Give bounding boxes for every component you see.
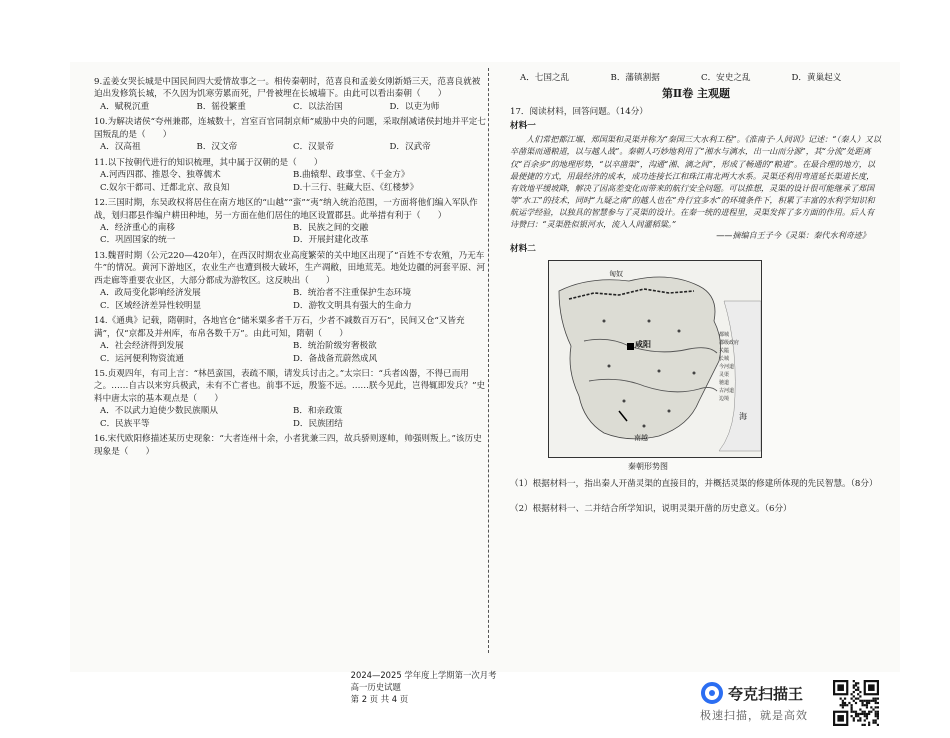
map-label-sea: 海 bbox=[739, 411, 747, 421]
legend-item: 驰道 bbox=[719, 379, 730, 386]
footer-subject: 高一历史试题 bbox=[350, 682, 401, 692]
q16-options bbox=[510, 72, 882, 84]
q17-heading: 17．阅读材料，回答问题。（14分） bbox=[510, 107, 648, 118]
question-options bbox=[94, 405, 486, 430]
question-options bbox=[94, 169, 486, 194]
option-c[interactable]: C．区域经济差异性较明显 bbox=[100, 300, 202, 311]
option-c[interactable]: C．汉景帝 bbox=[293, 142, 334, 153]
option-a[interactable]: A．不以武力迫使少数民族顺从 bbox=[100, 406, 218, 417]
question-options bbox=[94, 222, 486, 247]
option-d[interactable]: D．民族团结 bbox=[293, 418, 343, 429]
question-14 bbox=[94, 315, 486, 365]
question-text: 14.《通典》记载，隋朝时，各地官仓“储米粟多者千万石，少者不减数百万石”，民间又仓“又皆充满”，仅“京都及并州库，布帛各数千万”。由此可知，隋朝（ ） bbox=[94, 316, 465, 339]
map-caption: 秦朝形势图 bbox=[628, 461, 668, 471]
option-c[interactable]: C．以法治国 bbox=[293, 101, 343, 112]
question-text: 11.以下按朝代进行的知识梳理，其中属于汉朝的是（ ） bbox=[94, 157, 323, 168]
option-b[interactable]: B．统治阶级穷奢极欲 bbox=[293, 341, 377, 352]
map-label-xianyang: 咸阳 bbox=[635, 338, 651, 349]
scanner-logo-icon bbox=[700, 681, 724, 705]
question-options bbox=[94, 287, 486, 312]
option-c[interactable]: C．巩固国家的统一 bbox=[100, 235, 176, 246]
option-d[interactable]: D．汉武帝 bbox=[389, 142, 431, 153]
legend-item: 长城 bbox=[719, 355, 730, 362]
legend-item: 灵渠 bbox=[719, 371, 730, 378]
option-b[interactable]: B．和亲政策 bbox=[293, 406, 343, 417]
option-a[interactable]: A．赋税沉重 bbox=[100, 101, 150, 112]
map-legend bbox=[719, 331, 739, 403]
option-a[interactable]: A．政局变化影响经济发展 bbox=[100, 288, 201, 299]
question-options bbox=[94, 141, 486, 153]
question-10 bbox=[94, 116, 486, 153]
material1-source: ——摘编自王子今《灵渠：秦代水利奇迹》 bbox=[716, 230, 870, 241]
legend-item: 古河道 bbox=[719, 387, 735, 394]
option-d[interactable]: D．以吏为师 bbox=[389, 101, 440, 112]
option-a[interactable]: A．经济重心的南移 bbox=[100, 222, 175, 233]
q16-option-a[interactable]: A．七国之乱 bbox=[520, 73, 570, 83]
question-11 bbox=[94, 157, 486, 194]
section-title: 第Ⅱ卷 主观题 bbox=[661, 87, 731, 101]
question-options bbox=[94, 340, 486, 365]
material1-text: 人们常把都江堰、郑国渠和灵渠并称为“秦国三大水利工程”。《淮南子·人间训》记述：“（秦人）又以卒凿渠而通粮道，以与越人战”。秦朝人巧妙地利用了“湘水与漓水，出一山而分源”，其“分流”处距离仅“百余步”的地理形势，“以卒凿渠”，沟通“湘、漓之间”，形成了畅通的“粮道”。在最合理的地方，以最便捷的方式，用最经济的成本，成功连接长江和珠江南北两大水系。灵渠还利用弯道延长渠道长度，有效地平缓坡降，解决了因高差变化而带来的航行安全问题。可以推想，灵渠的设计很可能继承了郑国等“水工”的技术，同时“九疑之南”的越人也在“舟行宜多水”的环境条件下，积累了丰富的水利学知识和航运学经验，以独具的智慧参与了灵渠的设计。在秦一统的进程里，灵渠发挥了多方面的作用。后人有诗赞曰：“灵渠胜似银河水，流入人间灌稻粱。” bbox=[510, 134, 881, 230]
option-c[interactable]: C.奴尔干都司、迁都北京、敌良知 bbox=[100, 182, 230, 193]
scanner-watermark bbox=[700, 681, 830, 725]
qin-map bbox=[548, 260, 762, 458]
option-c[interactable]: C．运河便利物资流通 bbox=[100, 353, 184, 364]
map-label-south: 南越 bbox=[634, 433, 648, 442]
column-divider bbox=[488, 68, 489, 653]
question-text: 10.为解决诸侯“夸州兼郡，连城数十，宫室百官同制京师”威胁中央的问题，采取削减诸侯封地并平定七国叛乱的是（ ） bbox=[94, 117, 486, 140]
option-d[interactable]: D.十三行、驻藏大臣、《红楼梦》 bbox=[293, 182, 419, 193]
q16-option-b[interactable]: B．藩镇割据 bbox=[610, 73, 660, 83]
legend-item: 都城 bbox=[719, 331, 730, 338]
question-text: 15.贞观四年，有司上言：“林邑蛮国，表疏不顺，请发兵讨击之。”太宗曰：“兵者凶器，不得已而用之。……自古以来穷兵极武，未有不亡者也。前事不远，殷鉴不远。……朕今见此，岂得辄即发兵？”史料中唐太宗的基本观点是（ ） bbox=[94, 368, 486, 404]
legend-item: 关隘 bbox=[719, 347, 730, 354]
footer-exam: 2024—2025 学年度上学期第一次月考 bbox=[350, 670, 497, 680]
qr-code-icon[interactable] bbox=[833, 680, 879, 726]
question-13 bbox=[94, 250, 486, 312]
option-d[interactable]: D．开展封建化改革 bbox=[293, 235, 369, 246]
option-d[interactable]: D．游牧文明具有强大的生命力 bbox=[293, 300, 412, 311]
question-12 bbox=[94, 197, 486, 247]
footer-page: 第 2 页 共 4 页 bbox=[350, 694, 409, 704]
capital-marker bbox=[627, 343, 634, 350]
option-b[interactable]: B．民族之间的交融 bbox=[293, 222, 369, 233]
question-options bbox=[94, 101, 486, 113]
q16-option-d[interactable]: D．黄巢起义 bbox=[791, 73, 842, 83]
question-9 bbox=[94, 76, 486, 113]
option-b[interactable]: B．徭役繁重 bbox=[196, 101, 246, 112]
right-column bbox=[510, 72, 882, 515]
option-b[interactable]: B．统治者不注重保护生态环境 bbox=[293, 288, 412, 299]
question-text: 9.孟姜女哭长城是中国民间四大爱情故事之一。相传秦朝时，范喜良和孟姜女刚新婚三天，范喜良就被迫出发修筑长城，不久因为饥寒劳累而死，尸骨被埋在长城墙下。由此可以看出秦朝（ ） bbox=[94, 77, 481, 100]
option-a[interactable]: A．社会经济得到发展 bbox=[100, 341, 184, 352]
question-text: 13.魏晋时期（公元220—420年），在西汉时期农业高度繁荣的关中地区出现了“百姓不专农殖，乃无车牛”的情况。黄河下游地区，农业生产也遭到极大破坏，生产凋敝，田地荒芜。地处边疆的河套平原、河西走廊等重要农业区，大部分都成为游牧区。这反映出（ ） bbox=[94, 250, 486, 286]
question-16 bbox=[94, 433, 486, 458]
scanner-slogan: 极速扫描，就是高效 bbox=[700, 709, 808, 722]
option-d[interactable]: D．备战备荒蔚然成风 bbox=[293, 353, 378, 364]
option-a[interactable]: A.河西四郡、推恩令、独尊儒术 bbox=[100, 170, 221, 181]
legend-item: 边境 bbox=[719, 395, 730, 402]
option-c[interactable]: C．民族平等 bbox=[100, 418, 150, 429]
territory-shape bbox=[559, 277, 721, 439]
material2-label: 材料二 bbox=[510, 244, 536, 255]
question-text: 16.宋代欧阳修描述某历史现象：“大者连州十余，小者犹兼三四，故兵骄则逐帅，帅强则叛上。”该历史现象是（ ） bbox=[94, 434, 482, 457]
q16-option-c[interactable]: C．安史之乱 bbox=[701, 73, 751, 83]
map-label-north: 匈奴 bbox=[609, 269, 623, 278]
option-b[interactable]: B.曲辕犁、政事堂、《千金方》 bbox=[293, 170, 410, 181]
material1-label: 材料一 bbox=[510, 120, 536, 131]
option-b[interactable]: B．汉文帝 bbox=[196, 142, 238, 153]
sub-question-2: （2）根据材料一、二并结合所学知识，说明灵渠开凿的历史意义。（6分） bbox=[510, 503, 792, 514]
page-footer bbox=[340, 659, 510, 715]
left-column bbox=[94, 76, 486, 461]
legend-item: 郡级政府 bbox=[719, 339, 740, 346]
scanner-brand: 夸克扫描王 bbox=[728, 685, 804, 703]
question-text: 12.三国时期，东吴政权将居住在南方地区的“山越”“蛮”“夷”纳入统治范围，一方面将他们编入军队作战，划归郡县作编户耕田种地，另一方面在他们居住的地区设置郡县。此举措有利于（ ） bbox=[94, 198, 478, 221]
legend-item: 今河道 bbox=[719, 363, 735, 370]
question-15 bbox=[94, 368, 486, 430]
option-a[interactable]: A．汉高祖 bbox=[100, 142, 141, 153]
sub-question-1: （1）根据材料一，指出秦人开凿灵渠的直接目的，并概括灵渠的修建所体现的先民智慧。（8分） bbox=[510, 479, 878, 490]
